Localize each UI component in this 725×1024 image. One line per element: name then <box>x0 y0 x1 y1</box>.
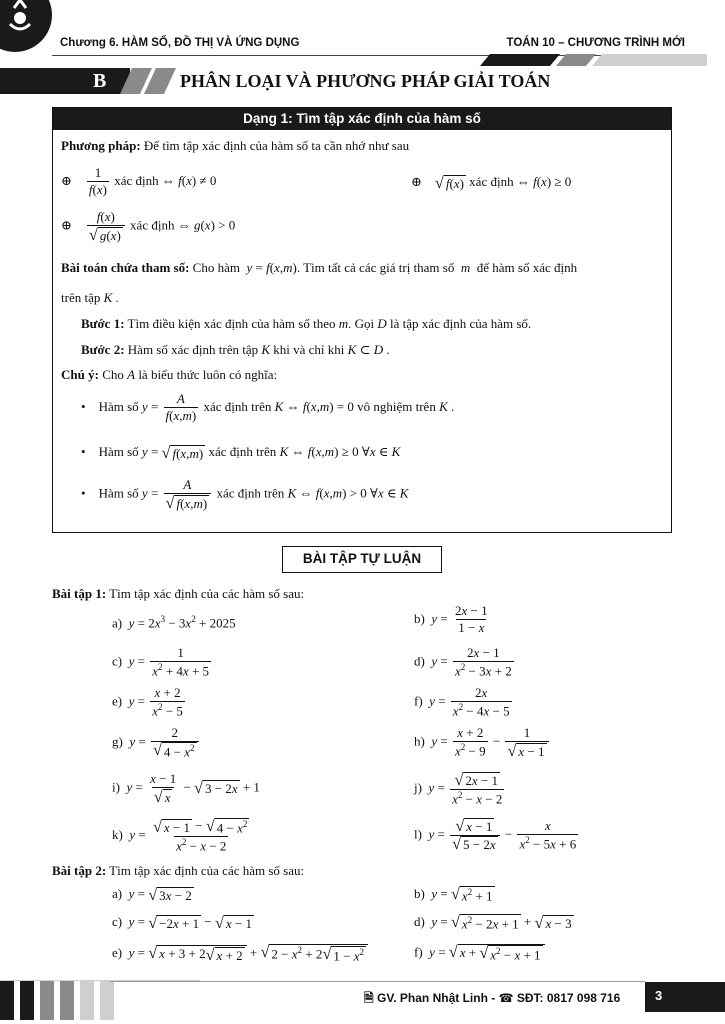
param-line-2: trên tập K . <box>61 290 119 305</box>
chapter-title: Chương 6. HÀM SỐ, ĐỒ THỊ VÀ ỨNG DỤNG <box>60 37 300 49</box>
circle-plus-icon: ⊕ <box>411 174 422 189</box>
ex1-h: h) y = $\frac{x + 2}{x^2 - 9}$ − 1 √ x − 1 <box>414 726 551 759</box>
section-letter: B <box>93 70 107 92</box>
ex1-j: j) y = √ 2x − 1 $x^2 - x - 2$ <box>414 771 503 806</box>
bullet-2: • Hàm số y = √ f(x,m) xác định trên K ⇔ f(x,m) ≥ 0 ∀x ∈ K <box>81 443 401 462</box>
ex1-b: b) y = $\frac{2x - 1}{1 - x}$ <box>414 603 488 635</box>
ex1-l: l) y = √ x − 1 √ 5 − 2x − $\frac{x}{x^2 - 5x + 6}$ <box>414 817 577 854</box>
box-title: Dạng 1: Tìm tập xác định của hàm số <box>243 111 481 126</box>
ex1-e: e) y = $\frac{x + 2}{x^2 - 5}$ <box>112 685 183 719</box>
bullet-icon: • <box>81 398 86 414</box>
page-number: 3 <box>655 988 663 1003</box>
ex1-d: d) y = $\frac{2x - 1}{x^2 - 3x + 2}$ <box>414 645 512 679</box>
ex2-d: d) y = √ $x^2 - 2x + 1$ + √ x − 3 <box>414 913 572 932</box>
method-text: Để tìm tập xác định của hàm số ta cần nhớ như sau <box>140 138 410 153</box>
rule-sqrt: ⊕ √ f(x) xác định ⇔ f(x) ≥ 0 <box>411 173 572 192</box>
exercise-1-title: Bài tập 1: Tìm tập xác định của các hàm số sau: <box>52 586 305 601</box>
theory-box <box>52 107 672 533</box>
ex1-f: f) y = $\frac{2x}{x^2 - 4x - 5}$ <box>414 685 510 719</box>
note-line: Chú ý: Cho A là biểu thức luôn có nghĩa: <box>61 367 278 382</box>
bullet-icon: • <box>81 444 86 459</box>
step-1: Bước 1: Tìm điều kiện xác định của hàm số theo m. Gọi D là tập xác định của hàm số. <box>81 316 532 331</box>
rule-frac-sqrt: ⊕ f(x) √ g(x) xác định ⇔ g(x) > 0 <box>61 209 236 244</box>
method-line <box>61 138 409 154</box>
circle-plus-icon: ⊕ <box>61 217 72 233</box>
ex1-g: g) y = 2 √ $4 - x^2$ <box>112 726 201 760</box>
page-number-box <box>645 982 725 1012</box>
banner-slashes <box>118 68 178 94</box>
corner-logo-icon <box>0 0 52 52</box>
book-title: TOÁN 10 – CHƯƠNG TRÌNH MỚI <box>506 37 685 49</box>
ex2-c: c) y = √ −2x + 1 − √ x − 1 <box>112 913 253 932</box>
phone-icon: ☎ <box>498 991 514 1005</box>
footer-stripes <box>0 980 200 1020</box>
ex2-a: a) y = √ 3x − 2 <box>112 885 192 904</box>
box-title-bar <box>53 108 671 130</box>
ex1-a: a) $y = 2x^3 - 3x^2 + 2025$ <box>112 614 236 631</box>
bullet-icon: • <box>81 485 86 501</box>
bullet-3: • Hàm số y = A √ f(x,m) xác định trên K ⇔ f(x,m) > 0 ∀x ∈ K <box>81 477 409 512</box>
document-icon: 🗎 <box>364 991 374 1005</box>
ex2-b: b) y = √ $x^2 + 1$ <box>414 885 493 904</box>
ex1-c: c) y = $\frac{1}{x^2 + 4x + 5}$ <box>112 645 210 679</box>
ex1-i: i) y = x − 1 √ x − √ 3 − 2x + 1 <box>112 771 260 806</box>
footer-rule <box>110 981 645 982</box>
ex2-f: f) y = √ x + √ $x^2 - x + 1$ <box>414 944 545 963</box>
exercise-2-title: Bài tập 2: Tìm tập xác định của các hàm số sau: <box>52 863 305 878</box>
circle-plus-icon: ⊕ <box>61 172 72 188</box>
ex2-e: e) y = √ x + 3 + 2 √ x + 2 + √ $2 - x^2 + 2$ √ $1 - x^2$ <box>112 944 368 964</box>
param-line: Bài toán chứa tham số: Cho hàm y = f(x,m). Tìm tất cả các giá trị tham số m để hàm số xác định <box>61 260 578 275</box>
banner-bar <box>0 68 130 94</box>
method-label: Phương pháp: <box>61 138 141 153</box>
rule-reciprocal: ⊕ $\frac{1}{f(x)}$ xác định ⇔ f(x) ≠ 0 <box>61 165 217 197</box>
step-2: Bước 2: Hàm số xác định trên tập K khi và chỉ khi K ⊂ D . <box>81 342 390 357</box>
section-title: PHÂN LOẠI VÀ PHƯƠNG PHÁP GIẢI TOÁN <box>180 71 551 91</box>
footer-author: 🗎 GV. Phan Nhật Linh - ☎ SĐT: 0817 098 716 <box>364 991 621 1005</box>
bullet-1: • Hàm số y = $\frac{A}{f(x,m)}$ xác định trên K ⇔ f(x,m) = 0 vô nghiệm trên K . <box>81 391 455 423</box>
ex1-k: k) y = √ x − 1 − √ $4 - x^2$ $x^2 - x - 2$ <box>112 817 248 854</box>
header-stripes <box>470 54 707 72</box>
exercise-heading: BÀI TẬP TỰ LUẬN <box>282 546 442 573</box>
